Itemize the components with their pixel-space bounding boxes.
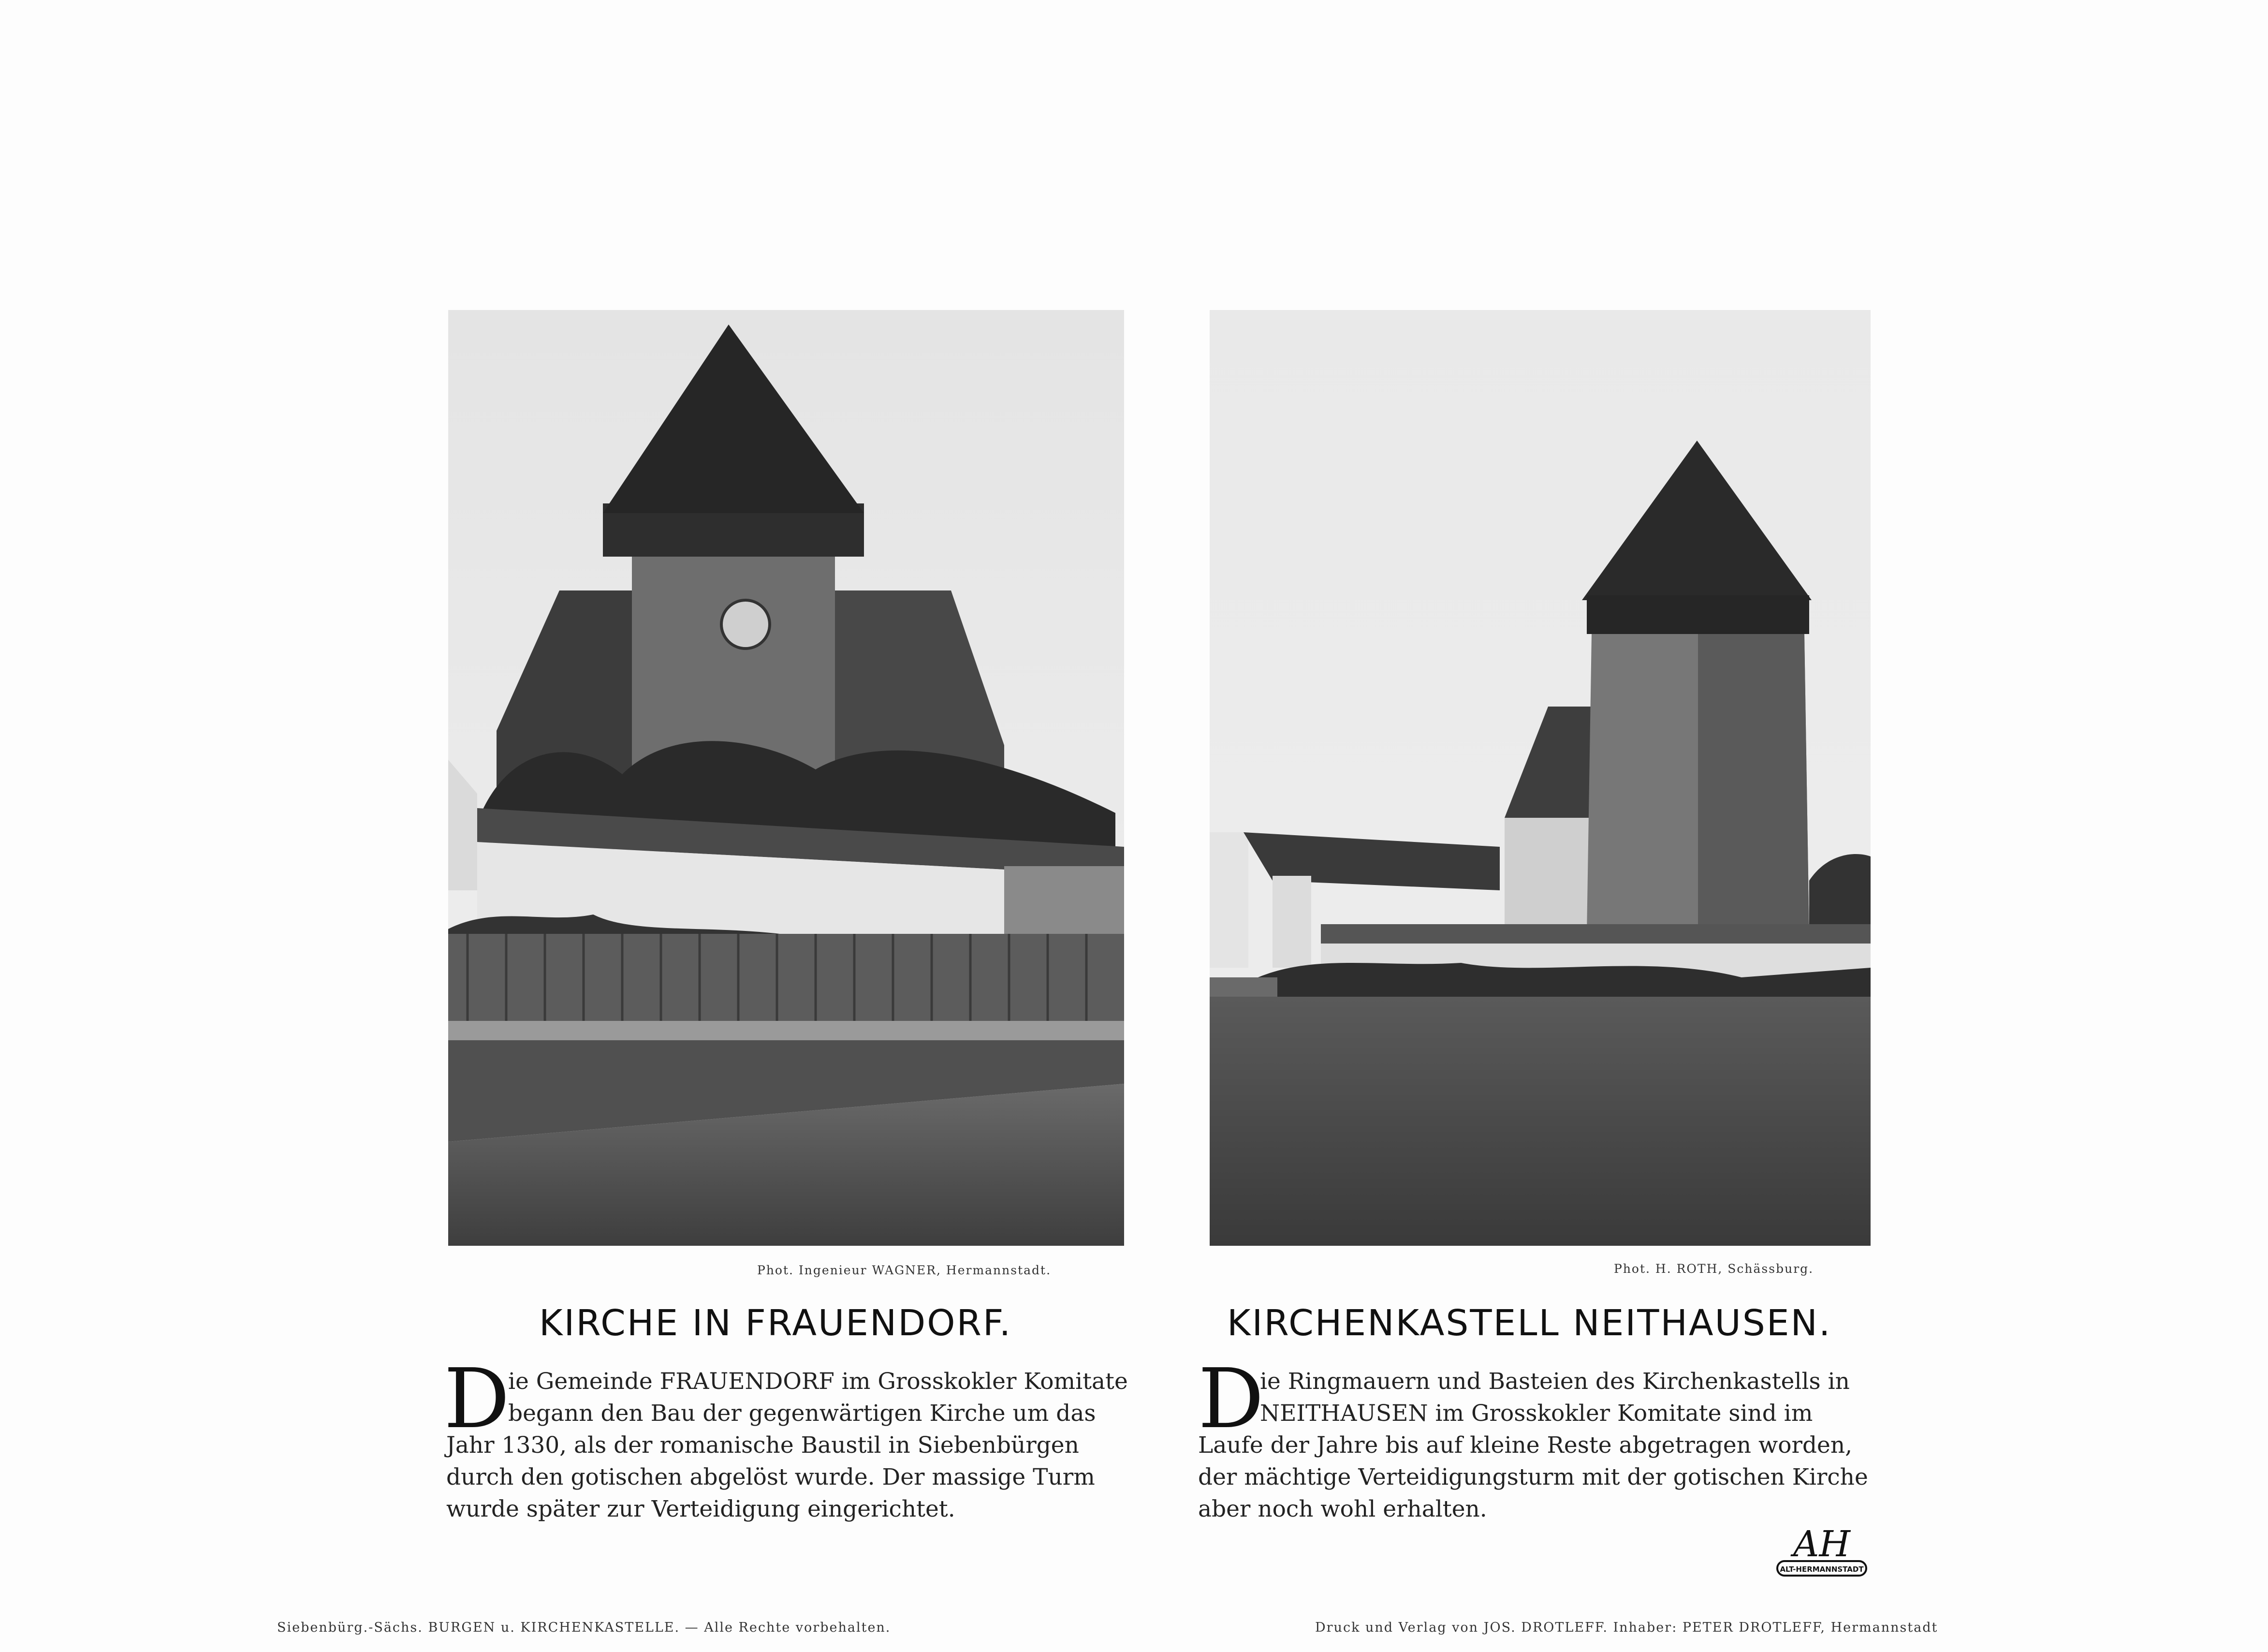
paragraph-line: ie Ringmauern und Basteien des Kirchenkastells in — [1260, 1368, 1850, 1395]
paragraph-line: durch den gotischen abgelöst wurde. Der massige Turm — [446, 1464, 1095, 1490]
paragraph-line: aber noch wohl erhalten. — [1198, 1496, 1487, 1522]
logo-caption: ALT-HERMANNSTADT — [1780, 1565, 1864, 1574]
paragraph-right — [1198, 1366, 1868, 1525]
section-title-left: KIRCHE IN FRAUENDORF. — [539, 1302, 1012, 1344]
photo-credit-left: Phot. Ingenieur WAGNER, Hermannstadt. — [757, 1263, 1052, 1277]
photo-neithausen-tower — [1210, 310, 1871, 1246]
footer-publisher-note: Druck und Verlag von JOS. DROTLEFF. Inhaber: PETER DROTLEFF, Hermannstadt — [1315, 1620, 1938, 1635]
paragraph-line: der mächtige Verteidigungsturm mit der gotischen Kirche — [1198, 1464, 1868, 1490]
logo-monogram: AH — [1793, 1523, 1850, 1565]
paragraph-line: Jahr 1330, als der romanische Baustil in Siebenbürgen — [446, 1432, 1079, 1459]
paragraph-line: NEITHAUSEN im Grosskokler Komitate sind im — [1260, 1400, 1813, 1427]
publisher-logo — [1773, 1522, 1870, 1580]
paragraph-line: ie Gemeinde FRAUENDORF im Grosskokler Komitate — [508, 1368, 1128, 1395]
paragraph-line: wurde später zur Verteidigung eingerichtet. — [446, 1496, 955, 1522]
photo-frauendorf-church — [448, 310, 1124, 1246]
photo-credit-right: Phot. H. ROTH, Schässburg. — [1614, 1262, 1814, 1276]
paragraph-line: Laufe der Jahre bis auf kleine Reste abgetragen worden, — [1198, 1432, 1853, 1459]
paragraph-line: begann den Bau der gegenwärtigen Kirche um das — [508, 1400, 1096, 1427]
dropcap-right: D — [1198, 1351, 1264, 1447]
footer-series-note: Siebenbürg.-Sächs. BURGEN u. KIRCHENKASTELLE. — Alle Rechte vorbehalten. — [277, 1620, 891, 1635]
section-title-right: KIRCHENKASTELL NEITHAUSEN. — [1227, 1302, 1832, 1344]
dropcap-left: D — [444, 1351, 510, 1447]
paragraph-left — [446, 1366, 1128, 1525]
